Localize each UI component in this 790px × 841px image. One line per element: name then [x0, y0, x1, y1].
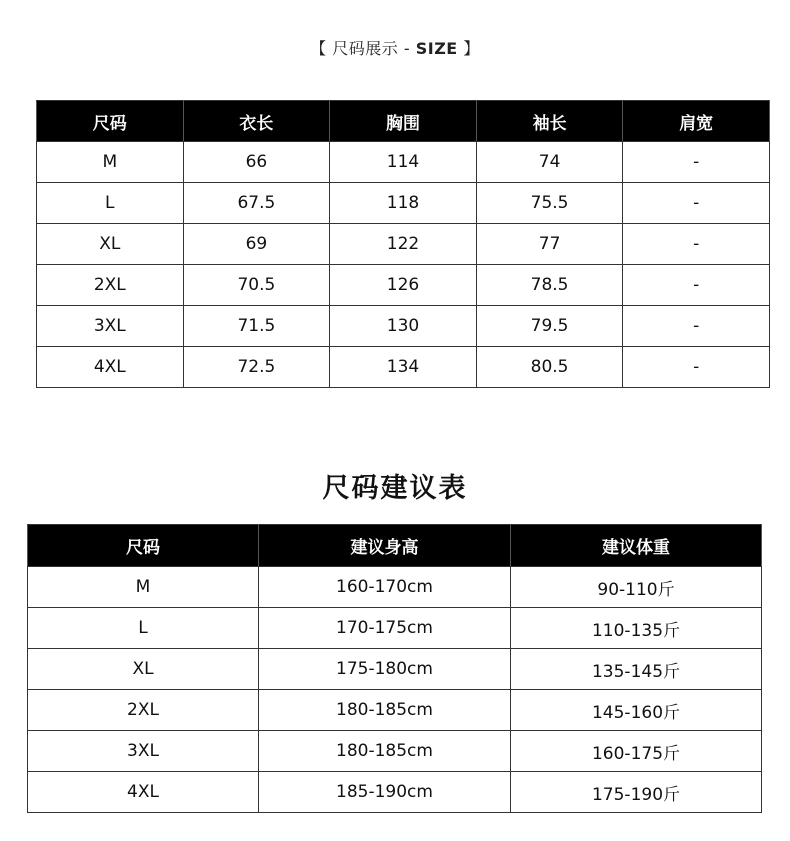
header-chest: 胸围 — [330, 101, 477, 142]
table-cell: M — [37, 142, 184, 183]
table-cell: 4XL — [37, 347, 184, 388]
table-cell: 118 — [330, 183, 477, 224]
header-height: 建议身高 — [259, 525, 511, 567]
table-cell: 126 — [330, 265, 477, 306]
table-row — [37, 142, 770, 183]
table-cell: - — [623, 142, 770, 183]
table-cell: M — [28, 567, 259, 608]
table-cell: 3XL — [28, 731, 259, 772]
table-cell: 180-185cm — [259, 731, 511, 772]
table-cell: 2XL — [28, 690, 259, 731]
table-cell: 185-190cm — [259, 772, 511, 813]
table-cell: XL — [37, 224, 184, 265]
size-chart-title-en: SIZE — [415, 39, 458, 58]
table-row — [28, 772, 762, 813]
table-cell: 75.5 — [476, 183, 623, 224]
table-cell: - — [623, 265, 770, 306]
size-chart-title-end: 】 — [457, 39, 480, 58]
table-row — [28, 731, 762, 772]
table-row — [37, 224, 770, 265]
table-row — [37, 265, 770, 306]
header-weight: 建议体重 — [511, 525, 762, 567]
table-cell: 145-160斤 — [511, 690, 762, 731]
table-cell: 80.5 — [476, 347, 623, 388]
table-cell: 74 — [476, 142, 623, 183]
table-cell: 114 — [330, 142, 477, 183]
table-cell: - — [623, 224, 770, 265]
table-cell: 70.5 — [183, 265, 330, 306]
table-cell: 3XL — [37, 306, 184, 347]
table-cell: XL — [28, 649, 259, 690]
table-cell: 66 — [183, 142, 330, 183]
size-chart-header-row — [37, 101, 770, 142]
table-cell: 77 — [476, 224, 623, 265]
header-length: 衣长 — [183, 101, 330, 142]
table-cell: 78.5 — [476, 265, 623, 306]
table-cell: L — [37, 183, 184, 224]
table-cell: 72.5 — [183, 347, 330, 388]
recommendation-header-row — [28, 525, 762, 567]
recommendation-title: 尺码建议表 — [322, 473, 468, 504]
table-row — [28, 608, 762, 649]
table-cell: - — [623, 306, 770, 347]
table-cell: 4XL — [28, 772, 259, 813]
table-cell: 71.5 — [183, 306, 330, 347]
table-row — [37, 347, 770, 388]
table-row — [37, 306, 770, 347]
table-cell: L — [28, 608, 259, 649]
header-size: 尺码 — [37, 101, 184, 142]
table-cell: 79.5 — [476, 306, 623, 347]
table-cell: 175-180cm — [259, 649, 511, 690]
header-size: 尺码 — [28, 525, 259, 567]
table-cell: - — [623, 183, 770, 224]
size-chart-title — [0, 36, 790, 59]
recommendation-table — [27, 524, 762, 813]
table-row — [28, 567, 762, 608]
table-row — [28, 690, 762, 731]
table-cell: 67.5 — [183, 183, 330, 224]
size-chart-table — [36, 100, 770, 388]
table-cell: 110-135斤 — [511, 608, 762, 649]
table-row — [37, 183, 770, 224]
table-cell: 2XL — [37, 265, 184, 306]
table-cell: 134 — [330, 347, 477, 388]
size-chart-title-cn: 【 尺码展示 - — [310, 39, 416, 58]
table-cell: 180-185cm — [259, 690, 511, 731]
header-shoulder: 肩宽 — [623, 101, 770, 142]
table-cell: 160-170cm — [259, 567, 511, 608]
table-cell: 130 — [330, 306, 477, 347]
table-cell: - — [623, 347, 770, 388]
table-cell: 90-110斤 — [511, 567, 762, 608]
table-cell: 135-145斤 — [511, 649, 762, 690]
table-cell: 69 — [183, 224, 330, 265]
table-row — [28, 649, 762, 690]
header-sleeve: 袖长 — [476, 101, 623, 142]
table-cell: 160-175斤 — [511, 731, 762, 772]
table-cell: 122 — [330, 224, 477, 265]
table-cell: 170-175cm — [259, 608, 511, 649]
table-cell: 175-190斤 — [511, 772, 762, 813]
